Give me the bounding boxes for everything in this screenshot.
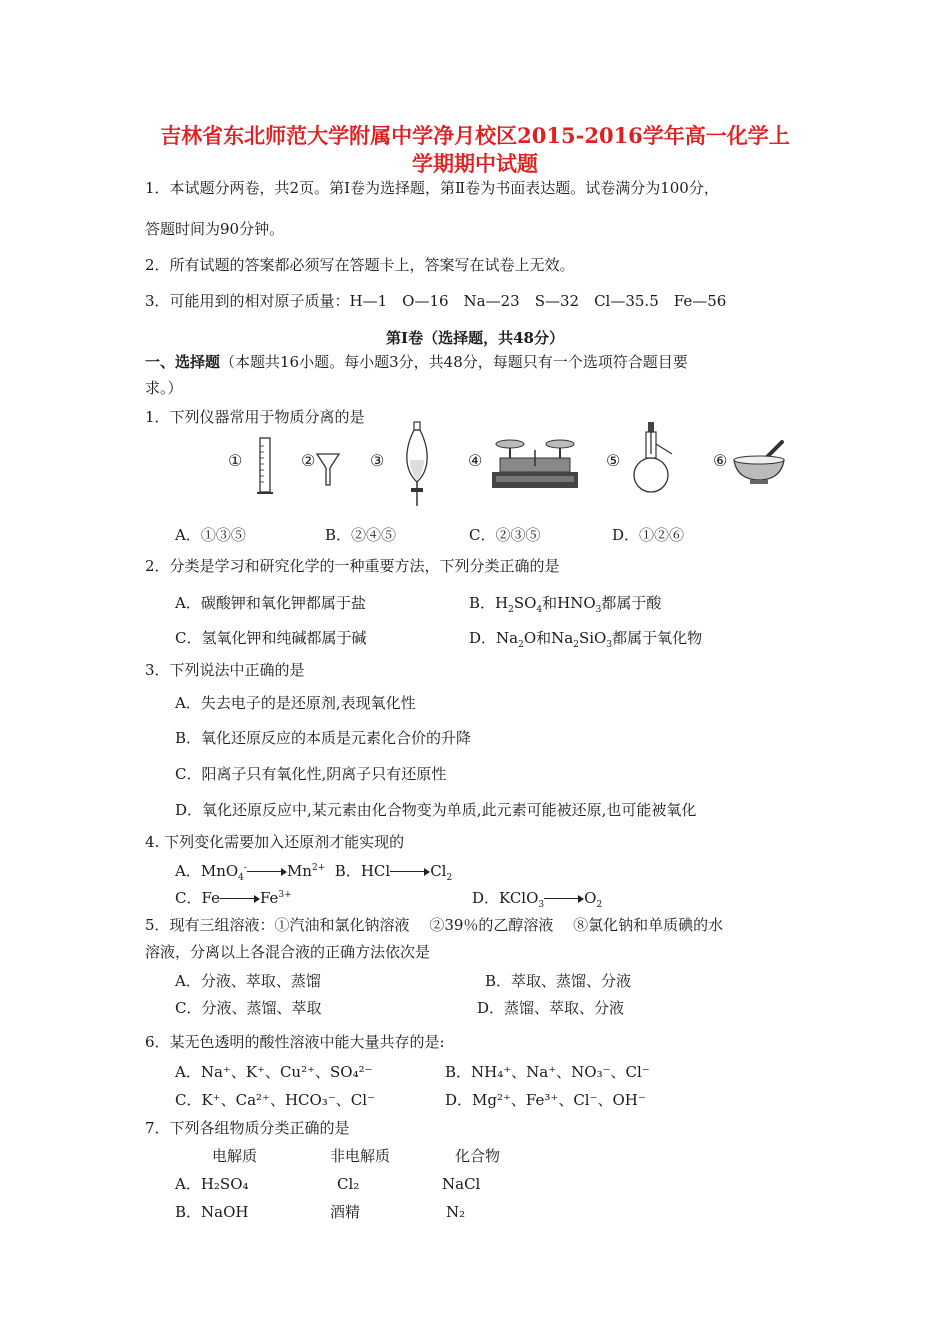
exam-title-line1: 吉林省东北师范大学附属中学净月校区2015-2016学年高一化学上 xyxy=(160,123,790,148)
q5-option-d: D．蒸馏、萃取、分液 xyxy=(477,999,625,1017)
graduated-cylinder-icon xyxy=(255,436,275,498)
q1-label-4: ④ xyxy=(468,451,483,470)
q1-label-1: ① xyxy=(228,451,243,470)
note-1-cont: 答题时间为90分钟。 xyxy=(145,220,285,238)
note-2: 2．所有试题的答案都必须写在答题卡上，答案写在试卷上无效。 xyxy=(145,256,575,274)
q5-option-c: C．分液、蒸馏、萃取 xyxy=(175,999,322,1017)
distillation-flask-icon xyxy=(632,420,674,494)
section-title: 第Ⅰ卷（选择题，共48分） xyxy=(386,329,564,347)
q6-option-c: C．K⁺、Ca²⁺、HCO₃⁻、Cl⁻ xyxy=(175,1091,375,1109)
q5-stem-line1: 5．现有三组溶液：①汽油和氯化钠溶液 ②39％的乙醇溶液 ⑧氯化钠和单质碘的水 xyxy=(145,916,724,934)
part1-heading: 一、选择题 xyxy=(145,353,221,371)
q7-header-compound: 化合物 xyxy=(455,1147,501,1165)
q1-option-a: A．①③⑤ xyxy=(175,526,246,544)
q1-option-c: C．②③⑤ xyxy=(469,526,541,544)
funnel-icon xyxy=(315,450,341,488)
q3-option-d: D．氧化还原反应中,某元素由化合物变为单质,此元素可能被还原,也可能被氧化 xyxy=(175,801,697,819)
q7-row-a-c2: Cl₂ xyxy=(337,1175,360,1193)
note-3: 3．可能用到的相对原子质量：H—1 O—16 Na—23 S—32 Cl—35.5 Fe—56 xyxy=(145,292,727,310)
q1-stem: 1．下列仪器常用于物质分离的是 xyxy=(145,408,365,426)
q6-option-a: A．Na⁺、K⁺、Cu²⁺、SO₄²⁻ xyxy=(175,1063,373,1081)
q3-option-b: B．氧化还原反应的本质是元素化合价的升降 xyxy=(175,729,472,747)
q1-option-d: D．①②⑥ xyxy=(612,526,685,544)
q7-row-b-label: B．NaOH xyxy=(175,1203,249,1221)
q1-label-6: ⑥ xyxy=(713,451,728,470)
q7-row-b-c2: 酒精 xyxy=(330,1203,361,1221)
balance-scale-icon xyxy=(490,436,580,494)
q3-option-a: A．失去电子的是还原剂,表现氧化性 xyxy=(175,694,416,712)
q3-stem: 3．下列说法中正确的是 xyxy=(145,661,305,679)
part1-desc-cont: 求。） xyxy=(145,379,183,397)
q5-stem-line2: 溶液，分离以上各混合液的正确方法依次是 xyxy=(145,943,431,961)
q1-label-3: ③ xyxy=(370,451,385,470)
q7-row-b-c3: N₂ xyxy=(446,1203,466,1221)
q6-option-b: B．NH₄⁺、Na⁺、NO₃⁻、Cl⁻ xyxy=(445,1063,650,1081)
q2-option-c: C．氢氧化钾和纯碱都属于碱 xyxy=(175,629,367,647)
q4-options-ab: A．MnO$_4$- $Mn^{2+}$ B．HCl $Cl_2$ xyxy=(175,862,453,883)
q1-label-5: ⑤ xyxy=(606,451,621,470)
q4-stem: 4. 下列变化需要加入还原剂才能实现的 xyxy=(145,833,405,851)
q3-option-c: C．阳离子只有氧化性,阴离子只有还原性 xyxy=(175,765,447,783)
q6-stem: 6．某无色透明的酸性溶液中能大量共存的是: xyxy=(145,1033,445,1051)
separatory-funnel-icon xyxy=(400,420,436,510)
q2-option-a: A．碳酸钾和氧化钾都属于盐 xyxy=(175,594,366,612)
q1-label-2: ② xyxy=(301,451,316,470)
q7-header-electrolyte: 电解质 xyxy=(212,1147,258,1165)
q7-stem: 7．下列各组物质分类正确的是 xyxy=(145,1119,350,1137)
q2-stem: 2．分类是学习和研究化学的一种重要方法，下列分类正确的是 xyxy=(145,557,560,575)
q4-option-c: C．Fe $Fe^{3+}$ xyxy=(175,889,292,907)
q7-row-a-c3: NaCl xyxy=(442,1175,481,1193)
mortar-pestle-icon xyxy=(732,440,786,488)
q5-option-a: A．分液、萃取、蒸馏 xyxy=(175,972,321,990)
q5-option-b: B．萃取、蒸馏、分液 xyxy=(485,972,632,990)
q2-option-d: D．$Na_2O$和$Na_2SiO_3$都属于氧化物 xyxy=(469,629,703,650)
q2-option-b: B．$H_2SO_4$和$HNO_3$都属于酸 xyxy=(469,594,662,615)
q1-option-b: B．②④⑤ xyxy=(325,526,397,544)
q4-option-d: D．KClO$_3$ $O_2$ xyxy=(472,889,603,910)
q7-row-a-label: A．H₂SO₄ xyxy=(175,1175,249,1193)
note-1: 1．本试题分两卷，共2页。第Ⅰ卷为选择题，第Ⅱ卷为书面表达题。试卷满分为100分， xyxy=(145,179,719,197)
q6-option-d: D．Mg²⁺、Fe³⁺、Cl⁻、OH⁻ xyxy=(445,1091,646,1109)
part1-desc: （本题共16小题。每小题3分，共48分，每题只有一个选项符合题目要 xyxy=(220,353,688,371)
q7-header-nonelectrolyte: 非电解质 xyxy=(330,1147,391,1165)
part1-intro xyxy=(145,352,688,372)
exam-title-line2: 学期期中试题 xyxy=(412,151,538,176)
